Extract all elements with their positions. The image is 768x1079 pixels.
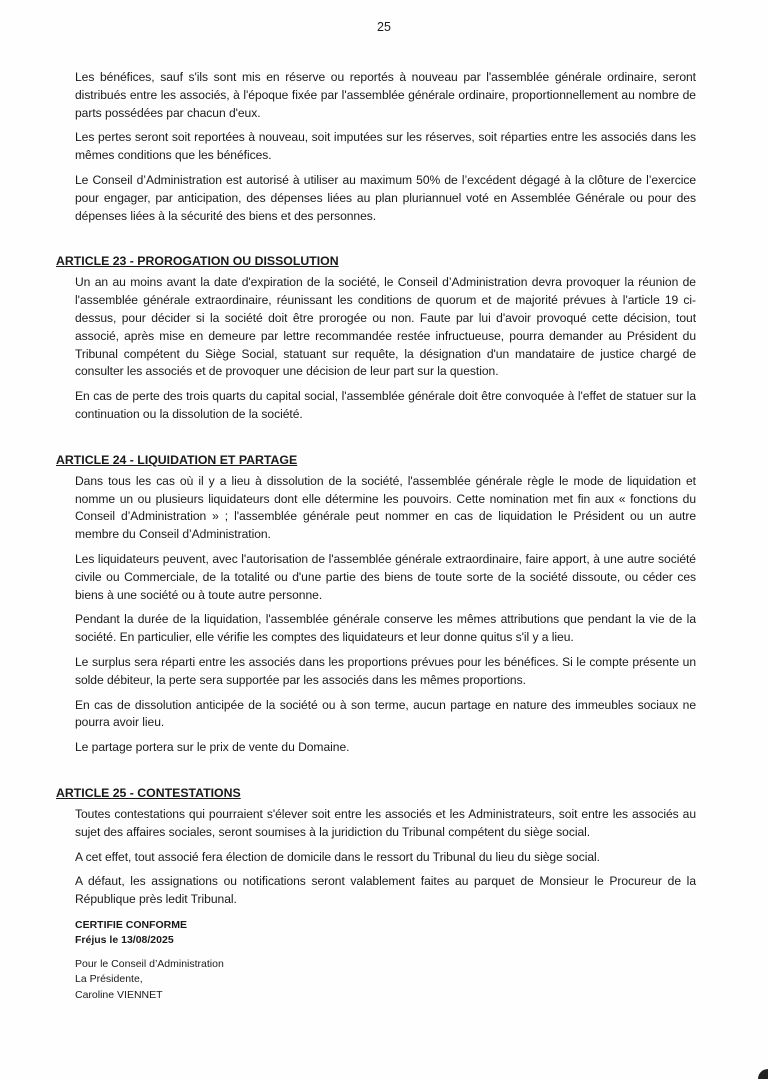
paragraph: Les liquidateurs peuvent, avec l'autorisation de l'assemblée générale extraordinaire, faire apport, à une autre société civile ou Commerciale, de la totalité ou d'une partie des biens de toute sorte de la société dissoute, ou céder ces biens à une société ou à toute autre personne. — [75, 551, 696, 602]
paragraph: Un an au moins avant la date d'expiration de la société, le Conseil d’Administration devra provoquer la réunion de l'assemblée générale extraordinaire, réunissant les conditions de quorum et de majorité prévues à l'article 19 ci-dessus, pour décider si la société doit être prorogée ou non. Faute par lui d'avoir provoqué cette décision, tout associé, après mise en demeure par lettre recommandée restée infructueuse, pourra demander au Président du Tribunal compétent du Siège Social, statuant sur requête, la désignation d'un mandataire de justice chargé de consulter les associés et de provoquer une décision de leur part sur la question. — [75, 275, 696, 379]
signatory-for-line: Pour le Conseil d’Administration — [75, 957, 224, 970]
article-heading: ARTICLE 24 - LIQUIDATION ET PARTAGE — [56, 452, 298, 467]
paragraph: Toutes contestations qui pourraient s'élever soit entre les associés et les Administrateurs, soit entre les associés au sujet des affaires sociales, seront soumises à la juridiction du Tribunal compétent du siège social. — [75, 806, 696, 839]
article-heading: ARTICLE 23 - PROROGATION OU DISSOLUTION — [56, 254, 339, 269]
article-23 — [56, 253, 696, 423]
paragraph: Le partage portera sur le prix de vente du Domaine. — [75, 740, 350, 755]
paragraph: Le surplus sera réparti entre les associés dans les proportions prévues pour les bénéfices. Si le compte présente un solde débiteur, la perte sera supportée par les associés dans les mêmes proportions. — [75, 654, 696, 687]
paragraph: En cas de dissolution anticipée de la société ou à son terme, aucun partage en nature des immeubles sociaux ne pourra avoir lieu. — [75, 697, 696, 730]
paragraph: En cas de perte des trois quarts du capital social, l'assemblée générale doit être convoquée à l'effet de statuer sur la continuation ou la dissolution de la société. — [75, 389, 696, 421]
certification-place-date: Fréjus le 13/08/2025 — [75, 934, 174, 947]
certification-block — [75, 918, 696, 1004]
paragraph: Dans tous les cas où il y a lieu à dissolution de la société, l'assemblée générale règle le mode de liquidation et nomme un ou plusieurs liquidateurs dont elle détermine les pouvoirs. Cette nomination met fin aux « fonctions du Conseil d’Administration » ; l'assemblée générale peut nommer en cas de liquidation le Président ou un autre membre du Conseil d’Administration. — [75, 473, 696, 542]
article-25 — [56, 785, 696, 909]
paragraph: Pendant la durée de la liquidation, l'assemblée générale conserve les mêmes attributions que pendant la vie de la société. En particulier, elle vérifie les comptes des liquidateurs et leur donne quitus s'il y a lieu. — [75, 612, 696, 645]
page-number: 25 — [377, 20, 391, 34]
certification-label: CERTIFIE CONFORME — [75, 918, 187, 931]
article-24 — [56, 452, 696, 757]
document-body — [56, 69, 696, 1003]
paragraph: Les bénéfices, sauf s'ils sont mis en réserve ou reportés à nouveau par l'assemblée générale ordinaire, seront distribués entre les associés, à l'époque fixée par l'assemblée générale ordinaire, proportionnellement au nombre de parts possédées par chacun d'eux. — [75, 70, 696, 120]
paragraph: Le Conseil d’Administration est autorisé à utiliser au maximum 50% de l’excédent dégagé à la clôture de l’exercice pour engager, par anticipation, des dépenses liées au plan pluriannuel voté en Assemblée Générale ou pour des dépenses liées à la sécurité des biens et des personnes. — [75, 172, 696, 223]
page-corner-mark — [758, 1069, 768, 1079]
article-heading: ARTICLE 25 - CONTESTATIONS — [56, 785, 241, 800]
signatory-role: La Présidente, — [75, 973, 143, 986]
paragraph: A défaut, les assignations ou notifications seront valablement faites au parquet de Monsieur le Procureur de la République près ledit Tribunal. — [75, 874, 696, 907]
signatory-name: Caroline VIENNET — [75, 988, 163, 1001]
paragraph: Les pertes seront soit reportées à nouveau, soit imputées sur les réserves, soit réparties entre les associés dans les mêmes conditions que les bénéfices. — [75, 130, 696, 163]
paragraph: A cet effet, tout associé fera élection de domicile dans le ressort du Tribunal du lieu du siège social. — [75, 849, 600, 864]
profit-loss-section — [56, 69, 696, 225]
